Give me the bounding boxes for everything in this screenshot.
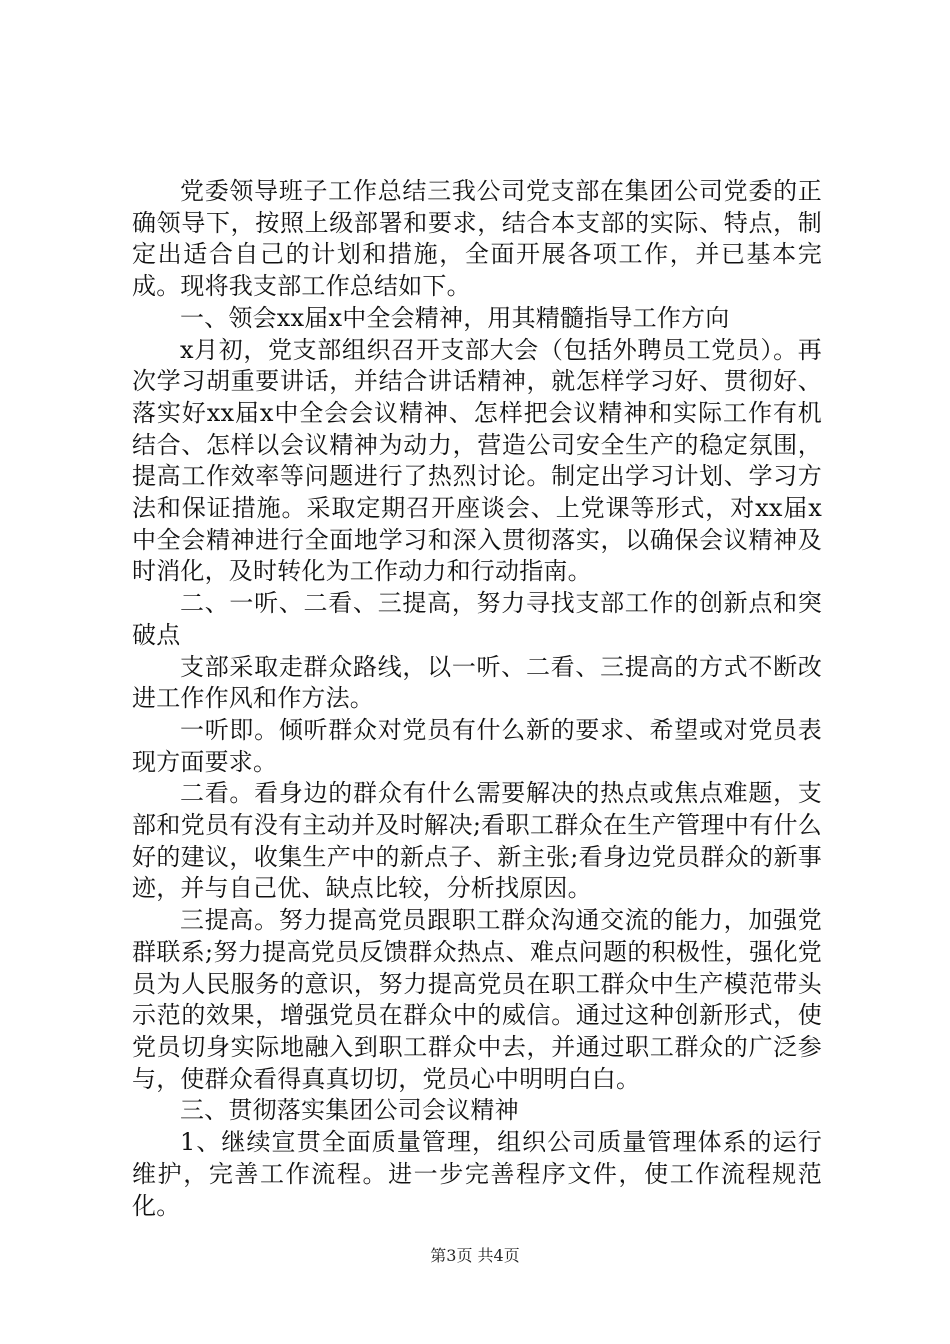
paragraph-section-3-item-1: 1、继续宣贯全面质量管理，组织公司质量管理体系的运行维护，完善工作流程。进一步完善程序文件，使工作流程规范化。	[132, 1128, 822, 1220]
paragraph-listen: 一听即。倾听群众对党员有什么新的要求、希望或对党员表现方面要求。	[132, 715, 822, 776]
document-body	[132, 176, 822, 1222]
page-footer: 第3页 共4页	[430, 1246, 520, 1265]
heading-section-3: 三、贯彻落实集团公司会议精神	[180, 1096, 519, 1125]
paragraph-intro: 党委领导班子工作总结三我公司党支部在集团公司党委的正确领导下，按照上级部署和要求，结合本支部的实际、特点，制定出适合自己的计划和措施，全面开展各项工作，并已基本完成。现将我支部工作总结如下。	[132, 177, 822, 301]
heading-section-2: 二、一听、二看、三提高，努力寻找支部工作的创新点和突破点	[132, 589, 822, 649]
paragraph-section-1-body: x月初，党支部组织召开支部大会（包括外聘员工党员）。再次学习胡重要讲话，并结合讲话精神，就怎样学习好、贯彻好、落实好xx届x中全会会议精神、怎样把会议精神和实际工作有机结合、怎样以会议精神为动力，营造公司安全生产的稳定氛围，提高工作效率等问题进行了热烈讨论。制定出学习计划、学习方法和保证措施。采取定期召开座谈会、上党课等形式，对xx届x中全会精神进行全面地学习和深入贯彻落实，以确保会议精神及时消化，及时转化为工作动力和行动指南。	[132, 335, 822, 586]
paragraph-section-2-intro: 支部采取走群众路线，以一听、二看、三提高的方式不断改进工作作风和作方法。	[132, 652, 822, 713]
paragraph-improve: 三提高。努力提高党员跟职工群众沟通交流的能力，加强党群联系;努力提高党员反馈群众热点、难点问题的积极性，强化党员为人民服务的意识，努力提高党员在职工群众中生产模范带头示范的效果，增强党员在群众中的威信。通过这种创新形式，使党员切身实际地融入到职工群众中去，并通过职工群众的广泛参与，使群众看得真真切切，党员心中明明白白。	[132, 906, 822, 1093]
paragraph-look: 二看。看身边的群众有什么需要解决的热点或焦点难题，支部和党员有没有主动并及时解决;看职工群众在生产管理中有什么好的建议，收集生产中的新点子、新主张;看身边党员群众的新事迹，并与自己优、缺点比较，分析找原因。	[132, 779, 822, 903]
heading-section-1: 一、领会xx届x中全会精神，用其精髓指导工作方向	[180, 303, 730, 332]
